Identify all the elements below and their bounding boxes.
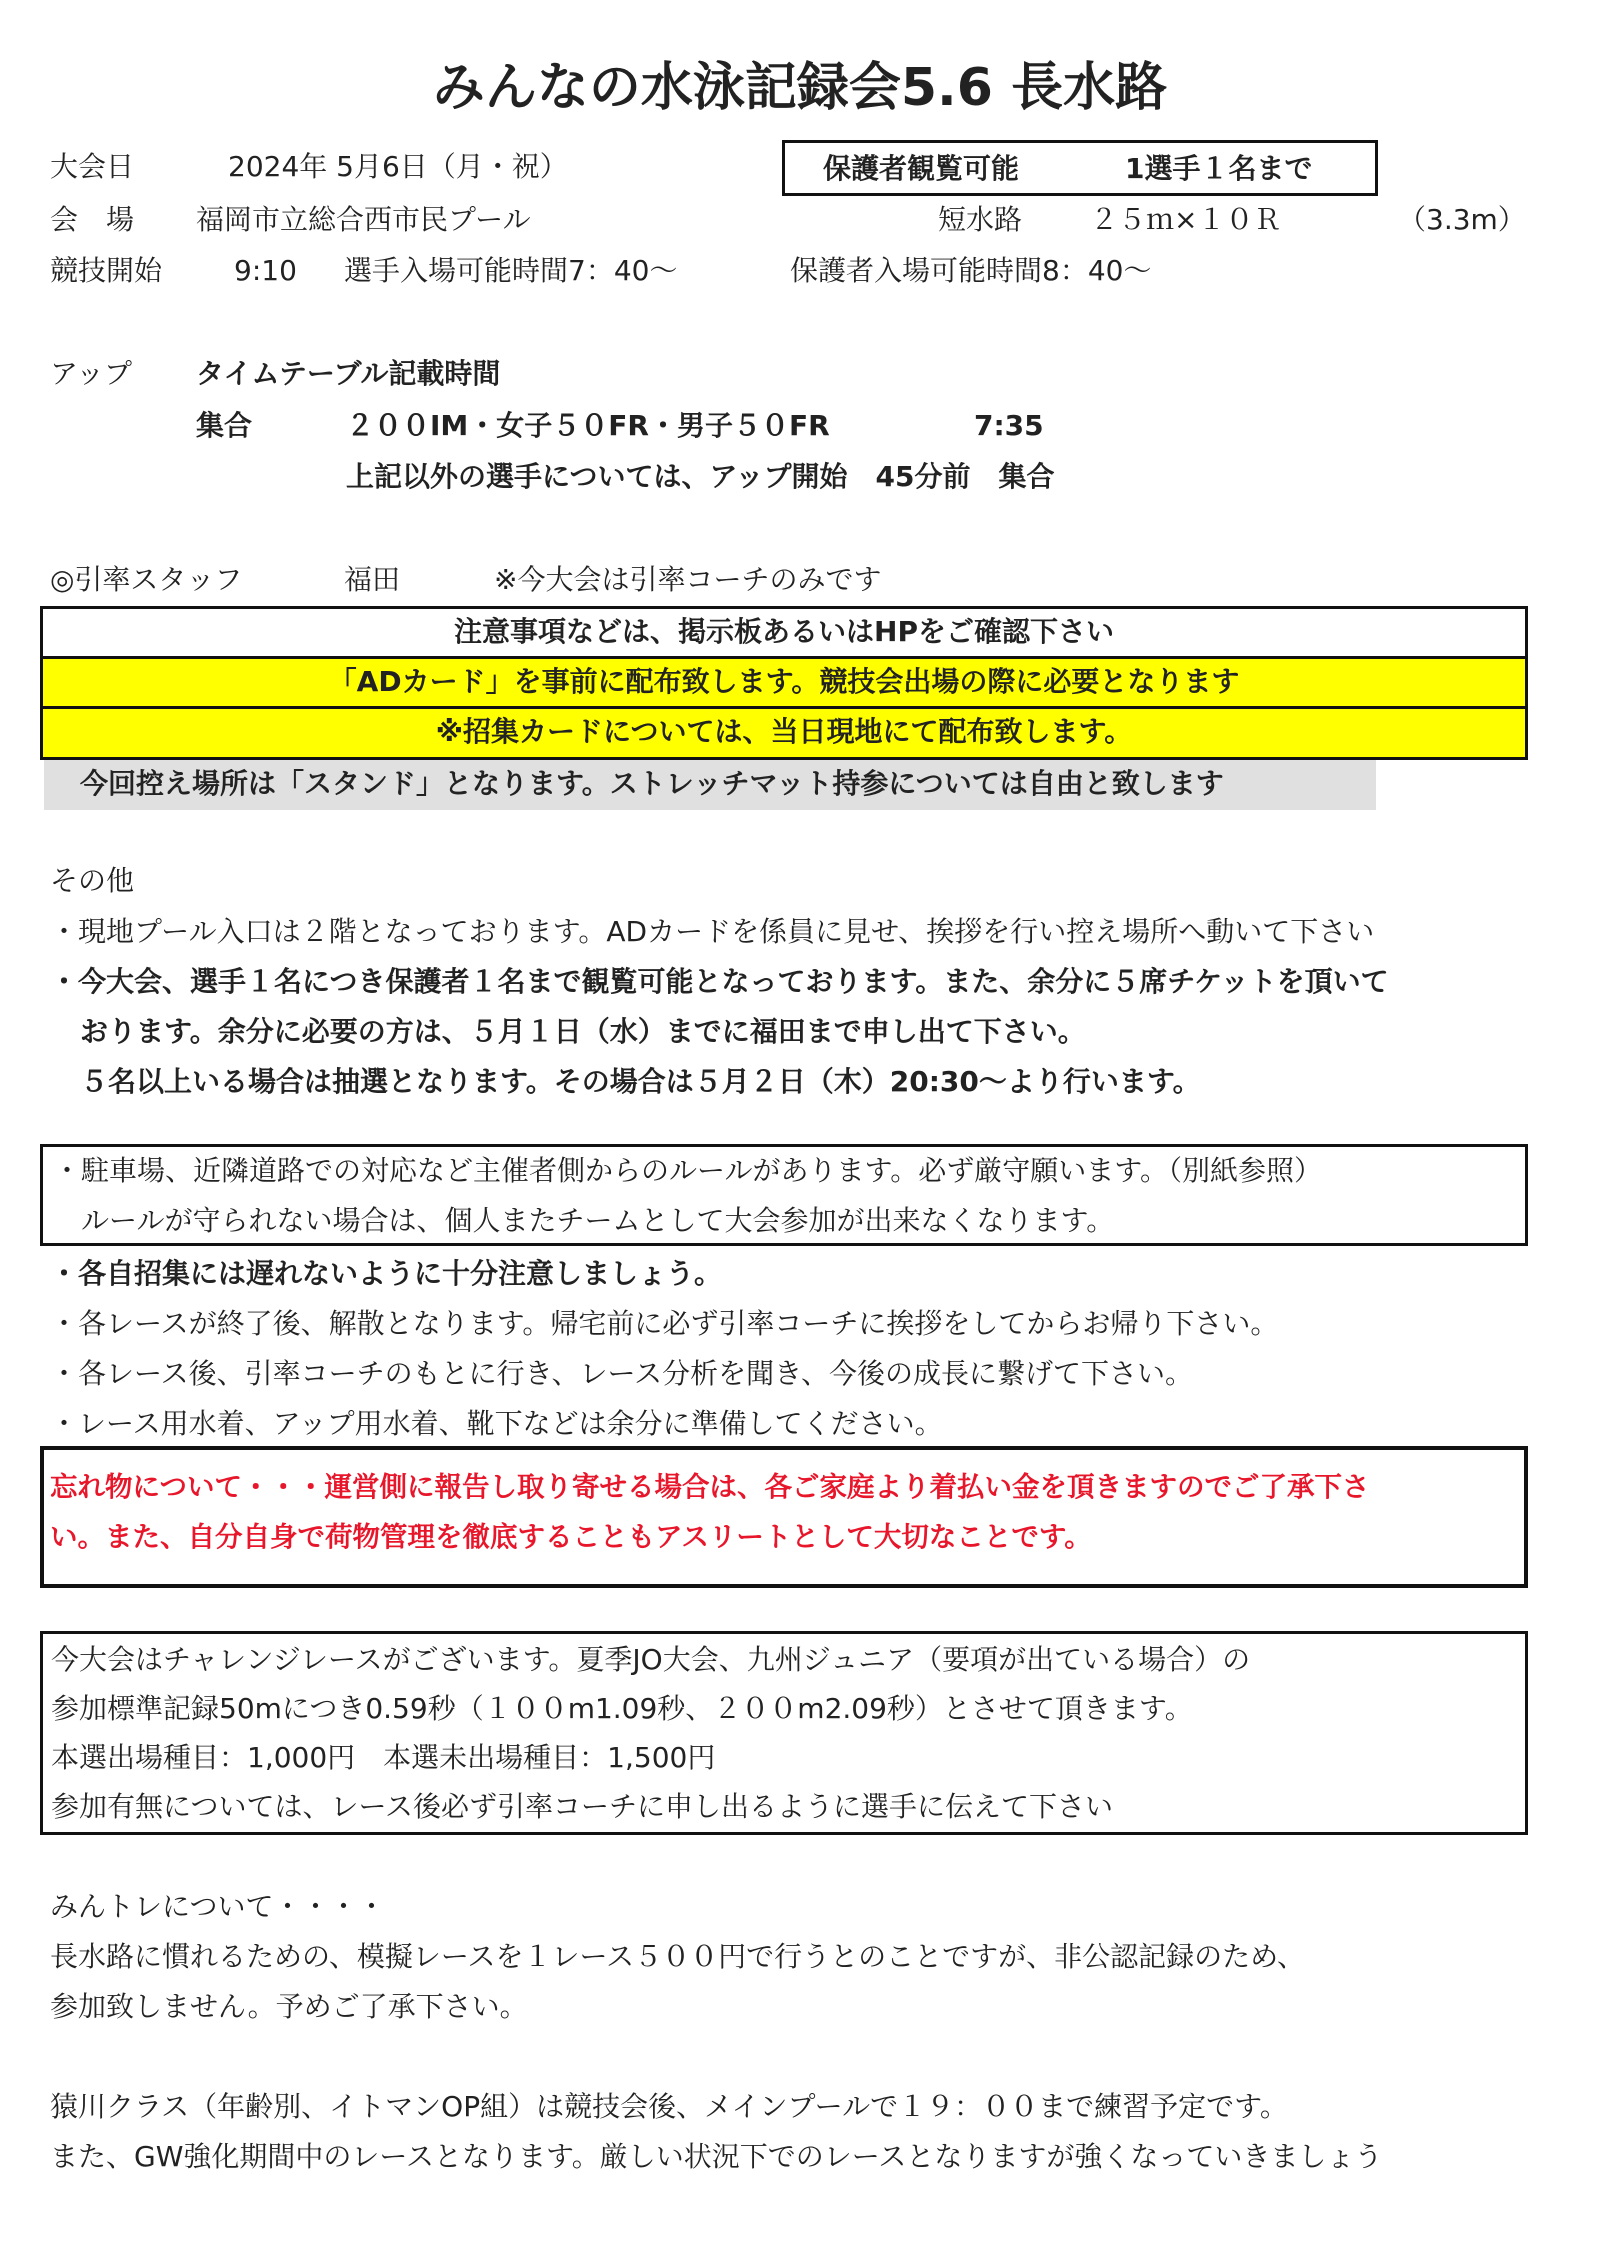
lost-items-line-2: い。また、自分自身で荷物管理を徹底することもアスリートとして大切なことです。 — [50, 1521, 1092, 1553]
course-label: 短水路 — [938, 203, 1023, 236]
lost-items-line-1: 忘れ物について・・・運営側に報告し取り寄せる場合は、各ご家庭より着払い金を頂きますのでご了承下さ — [50, 1471, 1370, 1503]
date-value: 2024年 5月6日（月・祝） — [228, 150, 568, 183]
rule-line-3: ・各レース後、引率コーチのもとに行き、レース分析を聞き、今後の成長に繋げて下さい。 — [50, 1357, 1193, 1390]
page-title: みんなの水泳記録会5.6 長水路 — [432, 58, 1168, 118]
mintore-line-2: 長水路に慣れるための、模擬レースを１レース５００円で行うとのことですが、非公認記録のため、 — [50, 1940, 1305, 1973]
assembly-time: 7:35 — [974, 409, 1044, 442]
challenge-line-3: 本選出場種目：1,000円 本選未出場種目：1,500円 — [51, 1741, 716, 1774]
other-line-4: ５名以上いる場合は抽選となります。その場合は５月２日（木）20:30〜より行います。 — [80, 1065, 1201, 1098]
other-line-3: おります。余分に必要の方は、５月１日（水）までに福田まで申し出て下さい。 — [80, 1015, 1086, 1048]
challenge-line-1: 今大会はチャレンジレースがございます。夏季JO大会、九州ジュニア（要項が出ている場合）の — [51, 1643, 1251, 1676]
parking-box — [40, 1144, 1528, 1246]
warmup-heading: タイムテーブル記載時間 — [196, 357, 501, 390]
assembly-events: ２００IM・女子５０FR・男子５０FR — [346, 409, 830, 442]
start-time: 9:10 — [234, 254, 297, 287]
start-label: 競技開始 — [50, 254, 163, 287]
notice-row-3: ※招集カードについては、当日現地にて配布致します。 — [435, 715, 1133, 748]
date-label: 大会日 — [50, 150, 135, 183]
guardian-notice-left: 保護者観覧可能 — [823, 152, 1020, 185]
notice-row-2: 「ADカード」を事前に配布致します。競技会出場の際に必要となります — [328, 665, 1240, 698]
staff-note: ※今大会は引率コーチのみです — [494, 563, 882, 596]
notice-row-1: 注意事項などは、掲示板あるいはHPをご確認下さい — [454, 615, 1114, 648]
lost-items-box — [40, 1446, 1528, 1588]
course-value: ２５ｍ×１０Ｒ — [1090, 203, 1282, 236]
guardian-notice-right: 1選手１名まで — [1125, 152, 1313, 185]
mintore-line-3: 参加致しません。予めご了承下さい。 — [50, 1990, 528, 2023]
assembly-label: 集合 — [196, 409, 253, 442]
closing-line-1: 猿川クラス（年齢別、イトマンOP組）は競技会後、メインプールで１９：００まで練習予定です。 — [50, 2090, 1288, 2123]
rule-line-4: ・レース用水着、アップ用水着、靴下などは余分に準備してください。 — [50, 1407, 943, 1440]
staff-name: 福田 — [344, 563, 401, 596]
warmup-label: アップ — [50, 357, 133, 390]
closing-line-2: また、GW強化期間中のレースとなります。厳しい状況下でのレースとなりますが強くなっていきましょう — [50, 2140, 1383, 2173]
other-heading: その他 — [50, 864, 135, 897]
venue-label: 会 場 — [50, 203, 135, 236]
athlete-entry-time: 選手入場可能時間7：40〜 — [344, 254, 678, 287]
other-line-2: ・今大会、選手１名につき保護者１名まで観覧可能となっております。また、余分に５席チケットを頂いて — [50, 965, 1389, 998]
challenge-line-2: 参加標準記録50mにつき0.59秒（１００m1.09秒、２００m2.09秒）とさせて頂きます。 — [51, 1692, 1193, 1725]
notice-divider-1 — [40, 656, 1528, 659]
notice-row-4: 今回控え場所は「スタンド」となります。ストレッチマット持参については自由と致します — [80, 767, 1224, 800]
guardian-notice-box — [782, 140, 1378, 196]
venue-value: 福岡市立総合西市民プール — [196, 203, 531, 236]
parking-line-1: ・駐車場、近隣道路での対応など主催者側からのルールがあります。必ず厳守願います。（別紙参照） — [53, 1154, 1322, 1187]
rule-line-1: ・各自招集には遅れないように十分注意しましょう。 — [50, 1257, 723, 1290]
guardian-entry-time: 保護者入場可能時間8：40〜 — [790, 254, 1152, 287]
other-line-1: ・現地プール入口は２階となっております。ADカードを係員に見せ、挨拶を行い控え場所へ動いて下さい — [50, 915, 1375, 948]
assembly-other-note: 上記以外の選手については、アップ開始 45分前 集合 — [346, 460, 1055, 493]
pool-depth: （3.3m） — [1398, 203, 1526, 236]
mintore-line-1: みんトレについて・・・・ — [50, 1890, 386, 1923]
challenge-line-4: 参加有無については、レース後必ず引率コーチに申し出るように選手に伝えて下さい — [51, 1790, 1114, 1823]
parking-line-2: ルールが守られない場合は、個人またチームとして大会参加が出来なくなります。 — [81, 1204, 1115, 1237]
challenge-box — [40, 1631, 1528, 1835]
staff-label: ◎引率スタッフ — [50, 563, 243, 596]
rule-line-2: ・各レースが終了後、解散となります。帰宅前に必ず引率コーチに挨拶をしてからお帰り下さい。 — [50, 1307, 1279, 1340]
notice-divider-2 — [40, 706, 1528, 709]
